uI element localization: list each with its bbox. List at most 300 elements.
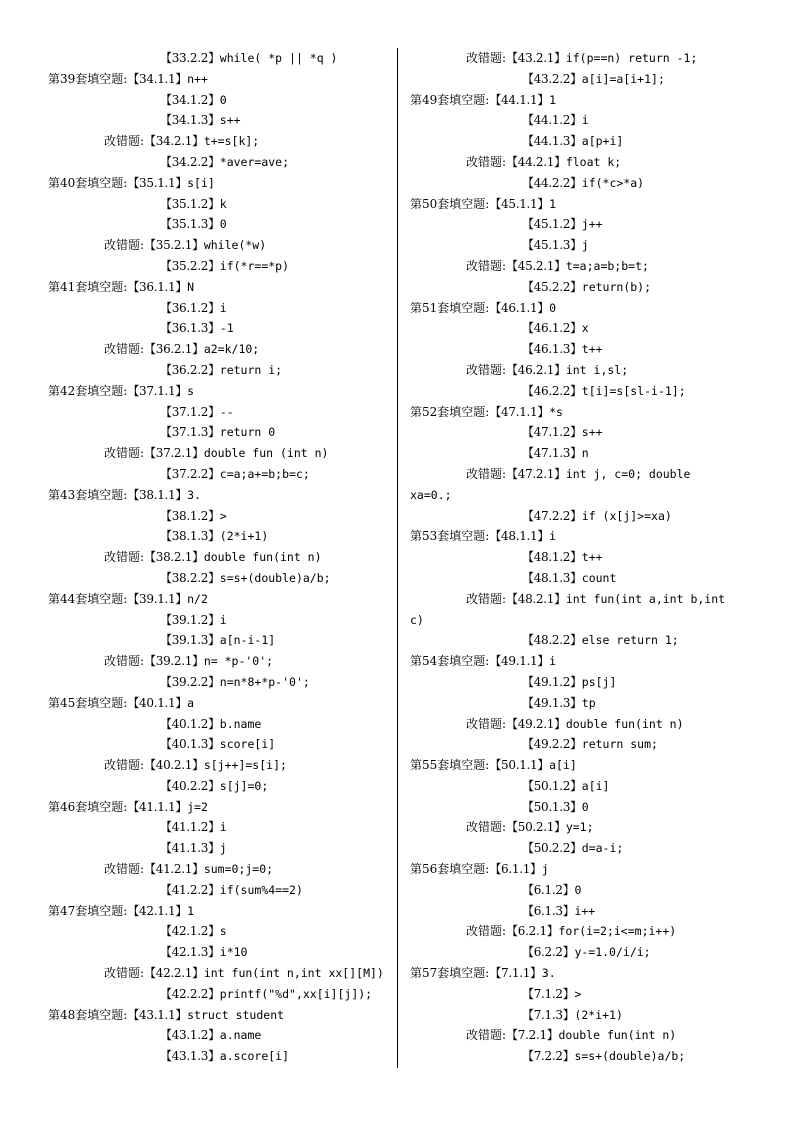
- answer-tag: 【44.2.2】: [522, 175, 582, 190]
- answer-tag: 【39.1.2】: [160, 612, 220, 627]
- fix-label: 改错题:: [466, 924, 507, 939]
- answer-tag: 【37.1.3】: [160, 425, 220, 440]
- answer-code: double fun(int n): [558, 1028, 677, 1043]
- answer-tag: 【36.1.1】: [127, 279, 188, 294]
- answer-code: *s: [549, 404, 563, 419]
- answer-code: double fun (int n): [203, 446, 329, 461]
- answer-tag: 【47.2.1】: [506, 466, 566, 481]
- answer-tag: 【41.1.2】: [160, 820, 220, 835]
- set-label: 第46套填空题:: [48, 799, 128, 814]
- set-label: 第43套填空题:: [48, 487, 128, 502]
- answer-code: 0: [549, 300, 557, 315]
- answer-code: s=s+(double)a/b;: [219, 570, 331, 585]
- answer-code: s: [187, 383, 195, 398]
- answer-code: a[i]: [581, 778, 610, 793]
- answer-tag: 【46.1.3】: [522, 342, 582, 357]
- answer-code: j=2: [187, 799, 208, 814]
- answer-code: 0: [581, 799, 589, 814]
- fix-label: 改错题:: [466, 820, 507, 835]
- answer-code: 3.: [187, 487, 201, 502]
- answer-code: a[i]=a[i+1];: [581, 71, 665, 86]
- answer-tag: 【50.2.2】: [522, 841, 582, 856]
- answer-line: [410, 693, 762, 714]
- answer-line: [48, 443, 393, 464]
- answer-tag: 【49.1.1】: [489, 654, 550, 669]
- answer-line: [48, 318, 393, 339]
- answer-line: [410, 48, 762, 69]
- set-label: 第44套填空题:: [48, 591, 128, 606]
- answer-tag: 【45.2.2】: [522, 279, 582, 294]
- fix-label: 改错题:: [104, 342, 145, 357]
- answer-line: [48, 381, 393, 402]
- set-label: 第55套填空题:: [410, 758, 490, 773]
- answer-line: [48, 1025, 393, 1046]
- answer-tag: 【37.1.2】: [160, 404, 220, 419]
- answer-line: [410, 110, 762, 131]
- answer-code: i: [549, 654, 557, 669]
- answer-code: (2*i+1): [219, 529, 269, 544]
- answer-line: [410, 984, 762, 1005]
- answer-line: [410, 963, 762, 984]
- answer-tag: 【38.1.1】: [127, 487, 188, 502]
- answer-code: i++: [574, 903, 596, 918]
- answer-code: sum=0;j=0;: [203, 862, 274, 877]
- answer-line: [410, 464, 762, 485]
- answer-code: tp: [581, 695, 596, 710]
- right-column: [410, 48, 762, 1067]
- answer-code: while( *p || *q ): [219, 51, 338, 65]
- answer-line: [410, 714, 762, 735]
- answer-line: [48, 485, 393, 506]
- answer-code: >: [219, 508, 227, 523]
- answer-tag: 【42.1.3】: [160, 945, 220, 960]
- answer-line: [410, 318, 762, 339]
- answer-line: [410, 381, 762, 402]
- answer-line: [410, 422, 762, 443]
- answer-code: a2=k/10;: [203, 342, 260, 357]
- answer-code: -1: [219, 321, 234, 336]
- answer-code: N: [187, 279, 195, 294]
- answer-tag: 【43.1.2】: [160, 1028, 220, 1043]
- answer-code: struct student: [187, 1007, 285, 1022]
- set-label: 第47套填空题:: [48, 903, 128, 918]
- answer-tag: 【43.2.2】: [522, 71, 582, 86]
- answer-line: [48, 402, 393, 423]
- answer-code: s=s+(double)a/b;: [574, 1049, 686, 1064]
- answer-tag: 【43.2.1】: [506, 51, 566, 65]
- answer-line: [410, 817, 762, 838]
- answer-tag: 【37.2.2】: [160, 466, 220, 481]
- answer-line: [410, 651, 762, 672]
- answer-line: [48, 173, 393, 194]
- answer-code: s[j++]=s[i];: [203, 758, 287, 773]
- fix-label: 改错题:: [466, 362, 507, 377]
- answer-line: [48, 152, 393, 173]
- answer-tag: 【46.2.2】: [522, 383, 582, 398]
- answer-code: d=a-i;: [581, 841, 624, 856]
- answer-line: [48, 339, 393, 360]
- answer-line: [410, 339, 762, 360]
- answer-tag: 【48.2.1】: [506, 591, 566, 606]
- answer-tag: 【41.1.3】: [160, 841, 220, 856]
- answer-line: [48, 672, 393, 693]
- answer-tag: 【44.1.3】: [522, 134, 582, 149]
- answer-code: 0: [574, 882, 582, 897]
- answer-code: a: [187, 695, 195, 710]
- answer-line: [410, 755, 762, 776]
- answer-line: [410, 672, 762, 693]
- answer-code: n: [581, 446, 589, 461]
- answer-line: [48, 277, 393, 298]
- answer-line: [410, 298, 762, 319]
- answer-line: [410, 797, 762, 818]
- answer-code: c=a;a+=b;b=c;: [219, 466, 310, 481]
- answer-code: y=1;: [565, 820, 594, 835]
- answer-line: [48, 610, 393, 631]
- answer-tag: 【49.2.1】: [506, 716, 566, 731]
- answer-tag: 【44.1.2】: [522, 113, 582, 128]
- set-label: 第41套填空题:: [48, 279, 128, 294]
- answer-code: t=a;a=b;b=t;: [565, 258, 649, 273]
- answer-code: (2*i+1): [574, 1007, 623, 1022]
- answer-code: x: [581, 321, 589, 336]
- answer-line: [48, 776, 393, 797]
- answer-code: return(b);: [581, 279, 652, 294]
- answer-tag: 【7.1.3】: [522, 1007, 575, 1022]
- answer-tag: 【45.1.2】: [522, 217, 582, 232]
- answer-code: s++: [219, 113, 241, 128]
- fix-label: 改错题:: [466, 1028, 507, 1043]
- answer-tag: 【34.1.1】: [127, 71, 188, 86]
- fix-label: 改错题:: [104, 862, 145, 877]
- answer-code: i: [219, 612, 227, 627]
- answer-tag: 【39.2.1】: [144, 654, 204, 669]
- answer-code: xa=0.;: [410, 487, 452, 502]
- answer-code: return sum;: [581, 737, 658, 752]
- set-label: 第56套填空题:: [410, 862, 490, 877]
- answer-line: [410, 610, 762, 631]
- answer-line: [48, 110, 393, 131]
- answer-tag: 【47.1.2】: [522, 425, 582, 440]
- answer-code: i: [219, 300, 227, 315]
- answer-tag: 【38.2.1】: [144, 550, 204, 565]
- answer-line: [48, 568, 393, 589]
- answer-code: --: [219, 404, 234, 419]
- answer-code: n/2: [187, 591, 208, 606]
- answer-line: [48, 256, 393, 277]
- answer-line: [410, 734, 762, 755]
- answer-line: [410, 235, 762, 256]
- answer-tag: 【35.2.1】: [144, 238, 204, 253]
- answer-line: [48, 859, 393, 880]
- fix-label: 改错题:: [104, 550, 145, 565]
- fix-label: 改错题:: [104, 238, 145, 253]
- answer-line: [410, 506, 762, 527]
- answer-tag: 【48.1.2】: [522, 550, 582, 565]
- answer-line: [48, 984, 393, 1005]
- answer-code: printf("%d",xx[i][j]);: [219, 986, 373, 1001]
- answer-code: a.score[i]: [219, 1049, 290, 1064]
- answer-line: [48, 464, 393, 485]
- answer-tag: 【37.2.1】: [144, 446, 204, 461]
- fix-label: 改错题:: [466, 51, 507, 65]
- answer-tag: 【6.2.1】: [506, 924, 559, 939]
- answer-code: j: [541, 862, 549, 877]
- answer-line: [48, 194, 393, 215]
- answer-code: 0: [219, 92, 227, 107]
- fix-label: 改错题:: [104, 758, 145, 773]
- set-label: 第53套填空题:: [410, 529, 490, 544]
- answer-code: int i,sl;: [565, 362, 629, 377]
- answer-code: ps[j]: [581, 674, 617, 689]
- answer-tag: 【48.1.3】: [522, 570, 582, 585]
- answer-line: [48, 48, 393, 69]
- answer-tag: 【49.1.2】: [522, 674, 582, 689]
- answer-line: [410, 256, 762, 277]
- answer-code: n=n*8+*p-'0';: [219, 674, 310, 689]
- answer-tag: 【7.2.2】: [522, 1049, 575, 1064]
- answer-code: s++: [581, 425, 603, 440]
- answer-code: s: [219, 924, 227, 939]
- answer-tag: 【40.1.3】: [160, 737, 220, 752]
- answer-tag: 【50.1.1】: [489, 758, 550, 773]
- answer-line: [48, 131, 393, 152]
- answer-line: [410, 360, 762, 381]
- answer-line: [48, 714, 393, 735]
- answer-line: [48, 838, 393, 859]
- set-label: 第48套填空题:: [48, 1007, 128, 1022]
- answer-code: n++: [187, 71, 208, 86]
- answer-tag: 【36.1.3】: [160, 321, 220, 336]
- set-label: 第52套填空题:: [410, 404, 490, 419]
- answer-code: s[j]=0;: [219, 778, 269, 793]
- answer-tag: 【41.2.2】: [160, 882, 220, 897]
- answer-line: [410, 131, 762, 152]
- answer-line: [410, 173, 762, 194]
- answer-line: [48, 547, 393, 568]
- answer-tag: 【49.2.2】: [522, 737, 582, 752]
- answer-line: [410, 901, 762, 922]
- answer-line: [410, 859, 762, 880]
- answer-code: >: [574, 986, 582, 1001]
- answer-code: if(*r==*p): [219, 258, 290, 273]
- answer-code: 1: [549, 196, 557, 211]
- answer-tag: 【44.2.1】: [506, 154, 566, 169]
- answer-line: [48, 963, 393, 984]
- answer-tag: 【42.1.2】: [160, 924, 220, 939]
- answer-line: [48, 298, 393, 319]
- answer-code: a[n-i-1]: [219, 633, 276, 648]
- answer-tag: 【44.1.1】: [489, 92, 550, 107]
- answer-tag: 【34.1.2】: [160, 92, 220, 107]
- answer-code: i: [581, 113, 589, 128]
- answer-code: t[i]=s[sl-i-1];: [581, 383, 686, 398]
- answer-tag: 【38.1.2】: [160, 508, 220, 523]
- fix-label: 改错题:: [466, 591, 507, 606]
- fix-label: 改错题:: [466, 466, 507, 481]
- answer-tag: 【41.2.1】: [144, 862, 204, 877]
- answer-tag: 【35.1.2】: [160, 196, 220, 211]
- answer-line: [410, 152, 762, 173]
- answer-tag: 【40.2.1】: [144, 758, 204, 773]
- set-label: 第51套填空题:: [410, 300, 490, 315]
- answer-code: if (x[j]>=xa): [581, 508, 672, 523]
- answer-code: double fun(int n): [203, 550, 322, 565]
- answer-line: [410, 921, 762, 942]
- answer-code: t++: [581, 342, 603, 357]
- answer-tag: 【34.2.1】: [144, 134, 204, 149]
- answer-line: [410, 485, 762, 506]
- fix-label: 改错题:: [104, 966, 145, 981]
- answer-code: return 0: [219, 425, 276, 440]
- answer-code: if(*c>*a): [581, 175, 645, 190]
- answer-code: int fun(int a,int b,int: [565, 591, 726, 606]
- answer-code: while(*w): [203, 238, 267, 253]
- answer-line: [48, 90, 393, 111]
- answer-line: [48, 901, 393, 922]
- answer-code: k: [219, 196, 227, 211]
- answer-tag: 【47.1.1】: [489, 404, 550, 419]
- answer-line: [48, 880, 393, 901]
- answer-code: j: [219, 841, 227, 856]
- set-label: 第45套填空题:: [48, 695, 128, 710]
- answer-line: [410, 443, 762, 464]
- answer-tag: 【36.1.2】: [160, 300, 220, 315]
- answer-line: [48, 69, 393, 90]
- answer-code: 1: [549, 92, 557, 107]
- answer-line: [410, 526, 762, 547]
- answer-line: [410, 880, 762, 901]
- answer-line: [410, 1005, 762, 1026]
- answer-line: [410, 568, 762, 589]
- answer-line: [48, 422, 393, 443]
- set-label: 第40套填空题:: [48, 175, 128, 190]
- answer-line: [48, 526, 393, 547]
- answer-code: 0: [219, 217, 227, 232]
- answer-code: double fun(int n): [565, 716, 684, 731]
- answer-code: i: [549, 529, 557, 544]
- answer-line: [410, 194, 762, 215]
- answer-line: [48, 755, 393, 776]
- answer-code: a[p+i]: [581, 134, 624, 149]
- answer-tag: 【6.1.1】: [489, 862, 542, 877]
- answer-tag: 【39.1.3】: [160, 633, 220, 648]
- answer-tag: 【39.2.2】: [160, 674, 220, 689]
- answer-code: *aver=ave;: [219, 154, 290, 169]
- answer-line: [48, 360, 393, 381]
- answer-line: [410, 630, 762, 651]
- answer-line: [410, 90, 762, 111]
- answer-tag: 【6.2.2】: [522, 945, 575, 960]
- answer-line: [410, 547, 762, 568]
- left-column: [48, 48, 393, 1067]
- answer-tag: 【6.1.2】: [522, 882, 575, 897]
- answer-line: [48, 651, 393, 672]
- answer-tag: 【35.1.1】: [127, 175, 188, 190]
- answer-code: c): [410, 612, 424, 627]
- answer-code: t++: [581, 550, 603, 565]
- set-label: 第42套填空题:: [48, 383, 128, 398]
- answer-code: a[i]: [549, 758, 577, 773]
- answer-code: j++: [581, 217, 603, 232]
- answer-tag: 【38.2.2】: [160, 570, 220, 585]
- answer-line: [48, 817, 393, 838]
- answer-code: b.name: [219, 716, 262, 731]
- answer-line: [48, 630, 393, 651]
- set-label: 第39套填空题:: [48, 71, 128, 86]
- answer-line: [410, 942, 762, 963]
- answer-tag: 【34.1.3】: [160, 113, 220, 128]
- fix-label: 改错题:: [466, 154, 507, 169]
- answer-line: [410, 589, 762, 610]
- fix-label: 改错题:: [466, 258, 507, 273]
- answer-code: score[i]: [219, 737, 276, 752]
- set-label: 第57套填空题:: [410, 966, 490, 981]
- answer-code: s[i]: [187, 175, 215, 190]
- answer-tag: 【43.1.3】: [160, 1049, 220, 1064]
- set-label: 第49套填空题:: [410, 92, 490, 107]
- answer-code: 3.: [541, 966, 556, 981]
- answer-line: [48, 797, 393, 818]
- answer-line: [48, 214, 393, 235]
- answer-tag: 【34.2.2】: [160, 154, 220, 169]
- answer-line: [48, 942, 393, 963]
- answer-code: y-=1.0/i/i;: [574, 945, 651, 960]
- fix-label: 改错题:: [104, 446, 145, 461]
- answer-tag: 【39.1.1】: [127, 591, 188, 606]
- answer-tag: 【43.1.1】: [127, 1007, 188, 1022]
- answer-tag: 【40.1.2】: [160, 716, 220, 731]
- answer-tag: 【36.2.1】: [144, 342, 204, 357]
- answer-line: [410, 402, 762, 423]
- answer-tag: 【41.1.1】: [127, 799, 188, 814]
- column-divider: [397, 48, 398, 1068]
- answer-line: [410, 277, 762, 298]
- fix-label: 改错题:: [104, 654, 145, 669]
- answer-code: int fun(int n,int xx[][M]): [203, 966, 384, 981]
- answer-tag: 【45.2.1】: [506, 258, 566, 273]
- answer-line: [48, 693, 393, 714]
- set-label: 第50套填空题:: [410, 196, 490, 211]
- fix-label: 改错题:: [104, 134, 145, 149]
- answer-tag: 【6.1.3】: [522, 903, 575, 918]
- answer-line: [48, 589, 393, 610]
- answer-code: else return 1;: [581, 633, 679, 648]
- answer-code: t+=s[k];: [203, 134, 260, 149]
- answer-tag: 【46.1.1】: [489, 300, 550, 315]
- answer-tag: 【47.1.3】: [522, 446, 582, 461]
- answer-code: n= *p-'0';: [203, 654, 274, 669]
- answer-tag: 【46.1.2】: [522, 321, 582, 336]
- answer-code: if(sum%4==2): [219, 882, 303, 897]
- answer-code: i*10: [219, 945, 248, 960]
- answer-line: [410, 838, 762, 859]
- answer-line: [410, 1046, 762, 1067]
- answer-tag: 【49.1.3】: [522, 695, 582, 710]
- answer-code: int j, c=0; double: [565, 466, 691, 481]
- answer-code: for(i=2;i<=m;i++): [558, 924, 677, 939]
- answer-line: [410, 69, 762, 90]
- answer-line: [48, 734, 393, 755]
- answer-tag: 【42.2.1】: [144, 966, 204, 981]
- answer-code: 1: [187, 903, 195, 918]
- answer-tag: 【50.2.1】: [506, 820, 566, 835]
- answer-line: [48, 921, 393, 942]
- answer-line: [410, 214, 762, 235]
- answer-code: if(p==n) return -1;: [565, 51, 698, 65]
- answer-tag: 【42.1.1】: [127, 903, 188, 918]
- answer-tag: 【38.1.3】: [160, 529, 220, 544]
